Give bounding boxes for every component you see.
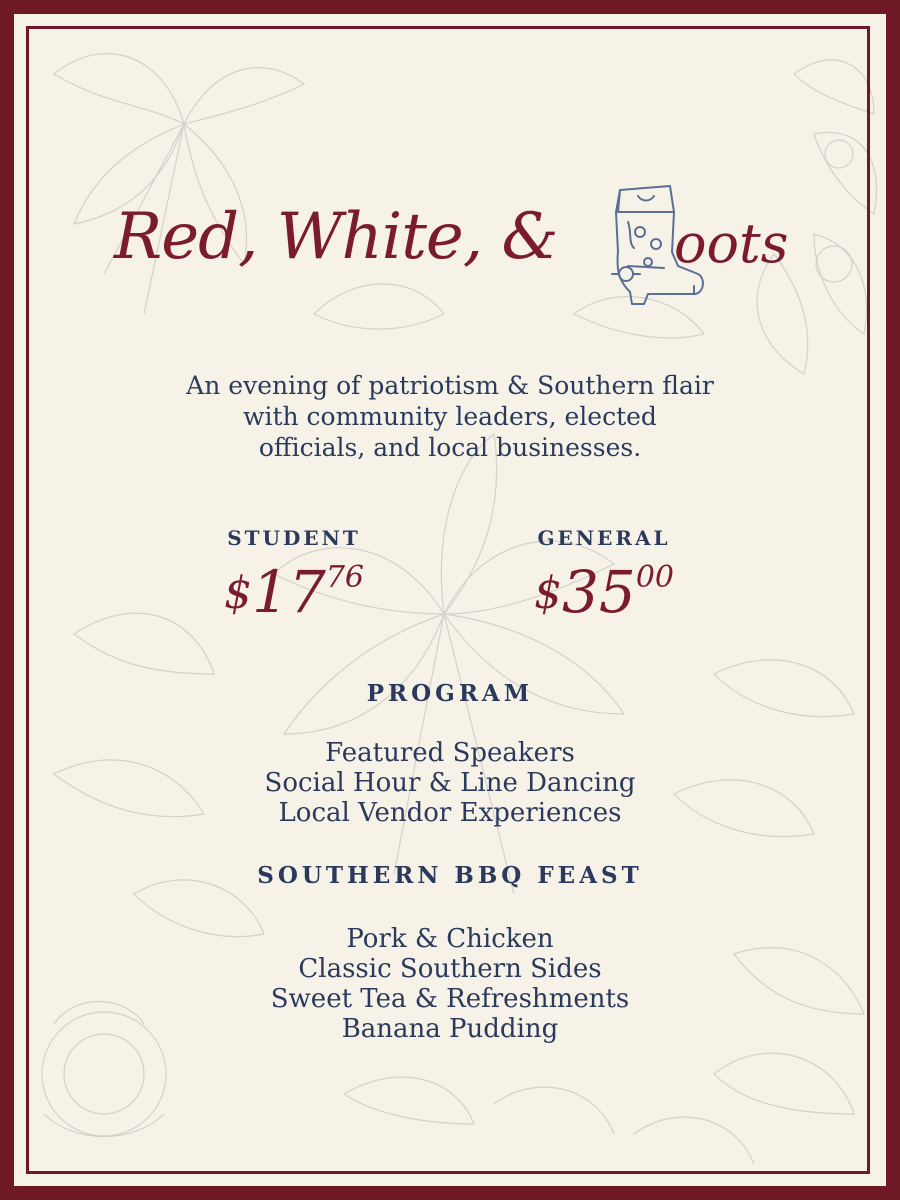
price-dollars: 35: [562, 558, 636, 626]
program-item: Local Vendor Experiences: [278, 798, 622, 828]
feast-item: Pork & Chicken: [346, 924, 554, 954]
feast-item: Sweet Tea & Refreshments: [270, 984, 630, 1014]
program-list: [14, 738, 886, 828]
program-heading: PROGRAM: [366, 680, 534, 707]
invitation-content: [14, 14, 886, 1186]
price-cents: 76: [325, 560, 364, 595]
paper-background: [14, 14, 886, 1186]
event-title: [14, 182, 886, 312]
program-item: Featured Speakers: [325, 738, 575, 768]
feast-heading: SOUTHERN BBQ FEAST: [257, 862, 643, 889]
currency-symbol: $: [224, 568, 252, 619]
price-cents: 00: [635, 560, 674, 595]
general-price: [484, 526, 724, 626]
event-description: [14, 370, 886, 463]
event-description-line: officials, and local businesses.: [258, 433, 642, 462]
feast-item: Classic Southern Sides: [298, 954, 602, 984]
student-price-label: STUDENT: [227, 526, 361, 550]
feast-list: [14, 924, 886, 1044]
price-dollars: 17: [252, 558, 326, 626]
feast-item: Banana Pudding: [341, 1014, 559, 1044]
event-description-line: with community leaders, elected: [243, 402, 657, 431]
student-price: [174, 526, 414, 626]
general-price-label: GENERAL: [537, 526, 671, 550]
program-item: Social Hour & Line Dancing: [264, 768, 636, 798]
general-price-value: [484, 558, 724, 626]
currency-symbol: $: [534, 568, 562, 619]
event-title-ending: oots: [674, 212, 789, 275]
student-price-value: [174, 558, 414, 626]
event-title-text: Red, White, &: [114, 200, 558, 274]
event-description-line: An evening of patriotism & Southern flair: [186, 371, 714, 400]
